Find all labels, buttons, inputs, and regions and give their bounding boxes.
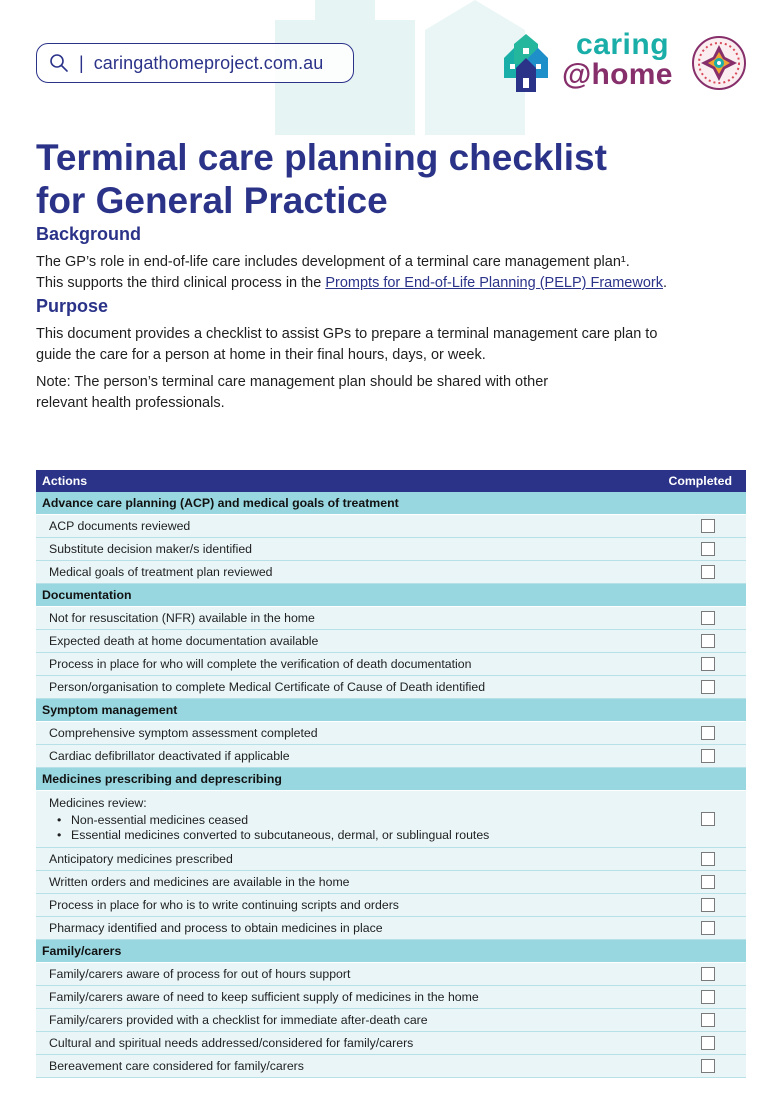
checklist-row: [36, 1032, 746, 1055]
purpose-line-2: guide the care for a person at home in their final hours, days, or week.: [36, 347, 486, 363]
completed-cell: [662, 986, 746, 1009]
section-row: [36, 584, 746, 607]
section-title: Symptom management: [36, 699, 746, 722]
checklist-row: [36, 745, 746, 768]
completed-cell: [662, 630, 746, 653]
background-paragraph: [36, 252, 748, 294]
section-row: [36, 492, 746, 515]
background-heading: Background: [36, 224, 142, 244]
checklist-item-cell: [36, 986, 662, 1009]
checklist-item-label: Anticipatory medicines prescribed: [49, 852, 233, 866]
checklist-row: [36, 791, 746, 848]
completed-checkbox[interactable]: [701, 990, 715, 1004]
checklist-item-label: Bereavement care considered for family/carers: [49, 1059, 304, 1073]
title-line-2: for General Practice: [36, 180, 388, 221]
indigenous-art-emblem-icon: [692, 36, 746, 90]
checklist-row: [36, 722, 746, 745]
brand-wordmark-caring: caring: [576, 28, 670, 61]
caring-at-home-logo: [498, 30, 750, 98]
checklist-item-cell: [36, 607, 662, 630]
checklist-item-label: Written orders and medicines are available in the home: [49, 875, 350, 889]
note-paragraph: [36, 372, 748, 414]
checklist-item-label: Process in place for who is to write continuing scripts and orders: [49, 898, 399, 912]
checklist-item-cell: [36, 745, 662, 768]
checklist-item-label: Comprehensive symptom assessment completed: [49, 726, 318, 740]
checklist-table: [36, 470, 746, 1078]
checklist-item-label: Cardiac defibrillator deactivated if applicable: [49, 749, 290, 763]
checklist-item-cell: [36, 963, 662, 986]
background-line-1: The GP’s role in end-of-life care includes development of a terminal care management plan¹.: [36, 254, 630, 270]
note-line-2: relevant health professionals.: [36, 395, 225, 411]
checklist-item-label: Family/carers aware of process for out of hours support: [49, 967, 351, 981]
brand-wordmark-home: @home: [562, 58, 673, 91]
completed-checkbox[interactable]: [701, 875, 715, 889]
background-line-2-text: This supports the third clinical process in the: [36, 275, 326, 291]
checklist-item-cell: [36, 1032, 662, 1055]
col-header-completed: Completed: [662, 470, 746, 492]
background-line-2-end: .: [662, 275, 668, 291]
checklist-item-cell: [36, 791, 662, 848]
checklist-row: [36, 917, 746, 940]
checklist-item-label: Not for resuscitation (NFR) available in the home: [49, 611, 315, 625]
checklist-item-cell: [36, 653, 662, 676]
completed-checkbox[interactable]: [701, 565, 715, 579]
completed-cell: [662, 561, 746, 584]
section-row: [36, 768, 746, 791]
checklist-row: [36, 653, 746, 676]
checklist-item-cell: [36, 515, 662, 538]
website-url[interactable]: caringathomeproject.com.au: [93, 52, 324, 73]
section-row: [36, 699, 746, 722]
completed-cell: [662, 607, 746, 630]
checklist-item-label: Family/carers provided with a checklist for immediate after-death care: [49, 1013, 428, 1027]
checklist-item-cell: [36, 1009, 662, 1032]
checklist-item-label: Person/organisation to complete Medical Certificate of Cause of Death identified: [49, 680, 486, 694]
checklist-item-cell: [36, 630, 662, 653]
background-line-2: [36, 273, 748, 294]
checklist-row: [36, 676, 746, 699]
checklist-item-cell: [36, 894, 662, 917]
checklist-row: [36, 561, 746, 584]
completed-checkbox[interactable]: [701, 519, 715, 533]
completed-cell: [662, 1032, 746, 1055]
search-bar[interactable]: [36, 43, 354, 83]
completed-cell: [662, 745, 746, 768]
checklist-item-cell: [36, 561, 662, 584]
section-title: Medicines prescribing and deprescribing: [36, 768, 746, 791]
intro-content: [36, 136, 748, 414]
completed-cell: [662, 894, 746, 917]
checklist-row: [36, 986, 746, 1009]
checklist-item-label: Substitute decision maker/s identified: [49, 542, 253, 556]
checklist-item-cell: [36, 722, 662, 745]
completed-cell: [662, 848, 746, 871]
purpose-line-1: This document provides a checklist to assist GPs to prepare a terminal management care plan to: [36, 326, 658, 342]
checklist-row: [36, 848, 746, 871]
section-row: [36, 940, 746, 963]
completed-cell: [662, 722, 746, 745]
completed-checkbox[interactable]: [701, 1059, 715, 1073]
checklist-row: [36, 894, 746, 917]
section-title: Family/carers: [36, 940, 746, 963]
completed-cell: [662, 963, 746, 986]
completed-cell: [662, 1009, 746, 1032]
completed-cell: [662, 871, 746, 894]
checklist-item-cell: [36, 676, 662, 699]
checklist-item-cell: [36, 917, 662, 940]
completed-cell: [662, 538, 746, 561]
pelp-framework-link[interactable]: Prompts for End-of-Life Planning (PELP) Framework: [325, 275, 663, 291]
search-separator: |: [79, 52, 84, 73]
checklist-item-cell: [36, 1055, 662, 1078]
search-icon: [49, 53, 69, 73]
completed-checkbox[interactable]: [701, 634, 715, 648]
purpose-paragraph: [36, 324, 748, 366]
completed-cell: [662, 676, 746, 699]
title-line-1: Terminal care planning checklist: [36, 137, 607, 178]
page-title: [36, 136, 748, 222]
checklist-item-cell: [36, 871, 662, 894]
page-header: [0, 0, 782, 110]
completed-checkbox[interactable]: [701, 812, 715, 826]
col-header-actions: Actions: [36, 470, 662, 492]
checklist-row: [36, 607, 746, 630]
completed-cell: [662, 1055, 746, 1078]
completed-checkbox[interactable]: [701, 898, 715, 912]
completed-cell: [662, 653, 746, 676]
completed-checkbox[interactable]: [701, 967, 715, 981]
purpose-heading: Purpose: [36, 296, 109, 316]
checklist-row: [36, 963, 746, 986]
checklist-row: [36, 1009, 746, 1032]
checklist-item-label: Cultural and spiritual needs addressed/considered for family/carers: [49, 1036, 414, 1050]
checklist-item-cell: [36, 848, 662, 871]
checklist-item-label: Medicines review:: [49, 796, 147, 810]
completed-cell: [662, 791, 746, 848]
checklist-subitem: • Essential medicines converted to subcutaneous, dermal, or sublingual routes: [57, 828, 656, 843]
checklist-subitem-list: [49, 813, 656, 843]
checklist-row: [36, 515, 746, 538]
section-title: Advance care planning (ACP) and medical goals of treatment: [36, 492, 746, 515]
completed-checkbox[interactable]: [701, 749, 715, 763]
checklist-item-label: Process in place for who will complete the verification of death documentation: [49, 657, 472, 671]
house-logo-icon: [498, 34, 554, 92]
checklist-item-label: Pharmacy identified and process to obtain medicines in place: [49, 921, 383, 935]
checklist-row: [36, 630, 746, 653]
checklist-row: [36, 1055, 746, 1078]
section-title: Documentation: [36, 584, 746, 607]
checklist-item-label: ACP documents reviewed: [49, 519, 191, 533]
completed-checkbox[interactable]: [701, 1013, 715, 1027]
checklist-body: [36, 492, 746, 1078]
checklist-row: [36, 871, 746, 894]
checklist-row: [36, 538, 746, 561]
checklist-item-label: Family/carers aware of need to keep sufficient supply of medicines in the home: [49, 990, 479, 1004]
checklist-subitem: • Non-essential medicines ceased: [57, 813, 656, 828]
table-header-row: [36, 470, 746, 492]
checklist-item-label: Medical goals of treatment plan reviewed: [49, 565, 273, 579]
completed-checkbox[interactable]: [701, 726, 715, 740]
completed-cell: [662, 515, 746, 538]
completed-cell: [662, 917, 746, 940]
completed-checkbox[interactable]: [701, 921, 715, 935]
completed-checkbox[interactable]: [701, 680, 715, 694]
checklist-item-label: Expected death at home documentation available: [49, 634, 319, 648]
completed-checkbox[interactable]: [701, 852, 715, 866]
checklist-item-cell: [36, 538, 662, 561]
completed-checkbox[interactable]: [701, 542, 715, 556]
note-line-1: Note: The person’s terminal care management plan should be shared with other: [36, 374, 549, 390]
completed-checkbox[interactable]: [701, 657, 715, 671]
completed-checkbox[interactable]: [701, 611, 715, 625]
completed-checkbox[interactable]: [701, 1036, 715, 1050]
